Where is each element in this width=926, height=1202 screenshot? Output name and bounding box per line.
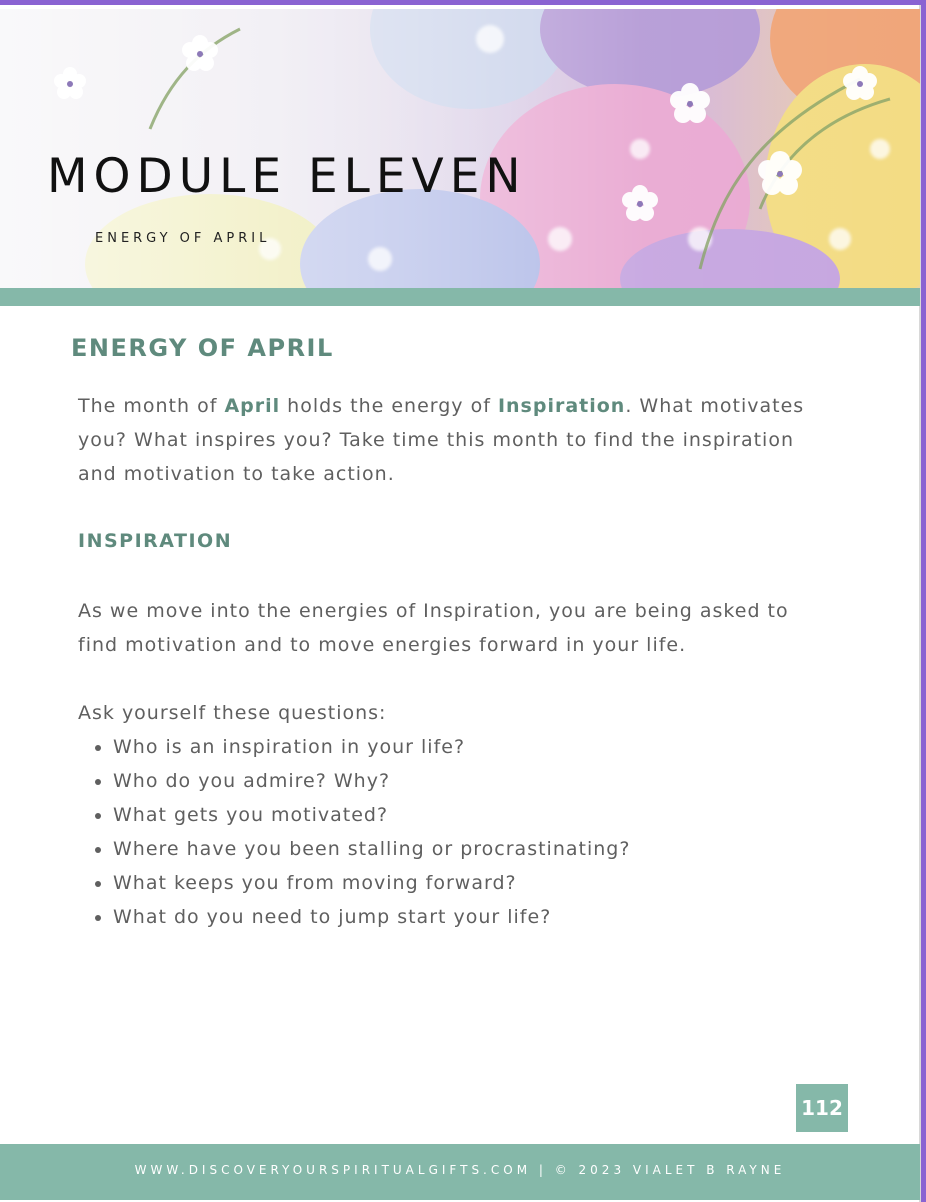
intro-bold-inspiration: Inspiration (497, 395, 626, 417)
inspiration-paragraph: As we move into the energies of Inspiration, you are being asked to find motivation and to move energies forward in your life. (78, 600, 789, 656)
questions-list (78, 730, 630, 934)
header-banner-image (0, 9, 920, 288)
list-item: • What keeps you from moving forward? (113, 866, 630, 900)
intro-text-2: holds the energy of (280, 395, 498, 417)
intro-text-3: . What motivates you? What inspires you? Take time this month to find the inspiration and motivation to take action. (78, 395, 805, 485)
section-title: ENERGY OF APRIL (71, 334, 334, 362)
sub-heading: INSPIRATION (78, 530, 233, 552)
footer-bar (0, 1144, 920, 1200)
footer-text: WWW.DISCOVERYOURSPIRITUALGIFTS.COM | © 2023 VIALET B RAYNE (134, 1163, 786, 1177)
list-item: • Where have you been stalling or procrastinating? (113, 832, 630, 866)
page-number-badge: 112 (796, 1084, 848, 1132)
list-item: • Who do you admire? Why? (113, 764, 630, 798)
module-subtitle: ENERGY OF APRIL (95, 231, 271, 246)
list-item: • What do you need to jump start your life? (113, 900, 630, 934)
module-title: MODULE ELEVEN (47, 149, 527, 204)
list-item: • What gets you motivated? (113, 798, 630, 832)
intro-paragraph (78, 389, 818, 491)
intro-text-1: The month of (78, 395, 225, 417)
frame-right-border (921, 0, 926, 1202)
banner-accent-strip (0, 288, 920, 306)
list-item: • Who is an inspiration in your life? (113, 730, 630, 764)
frame-top-border (0, 0, 926, 5)
questions-intro: Ask yourself these questions: (78, 702, 387, 724)
intro-bold-april: April (224, 395, 281, 417)
